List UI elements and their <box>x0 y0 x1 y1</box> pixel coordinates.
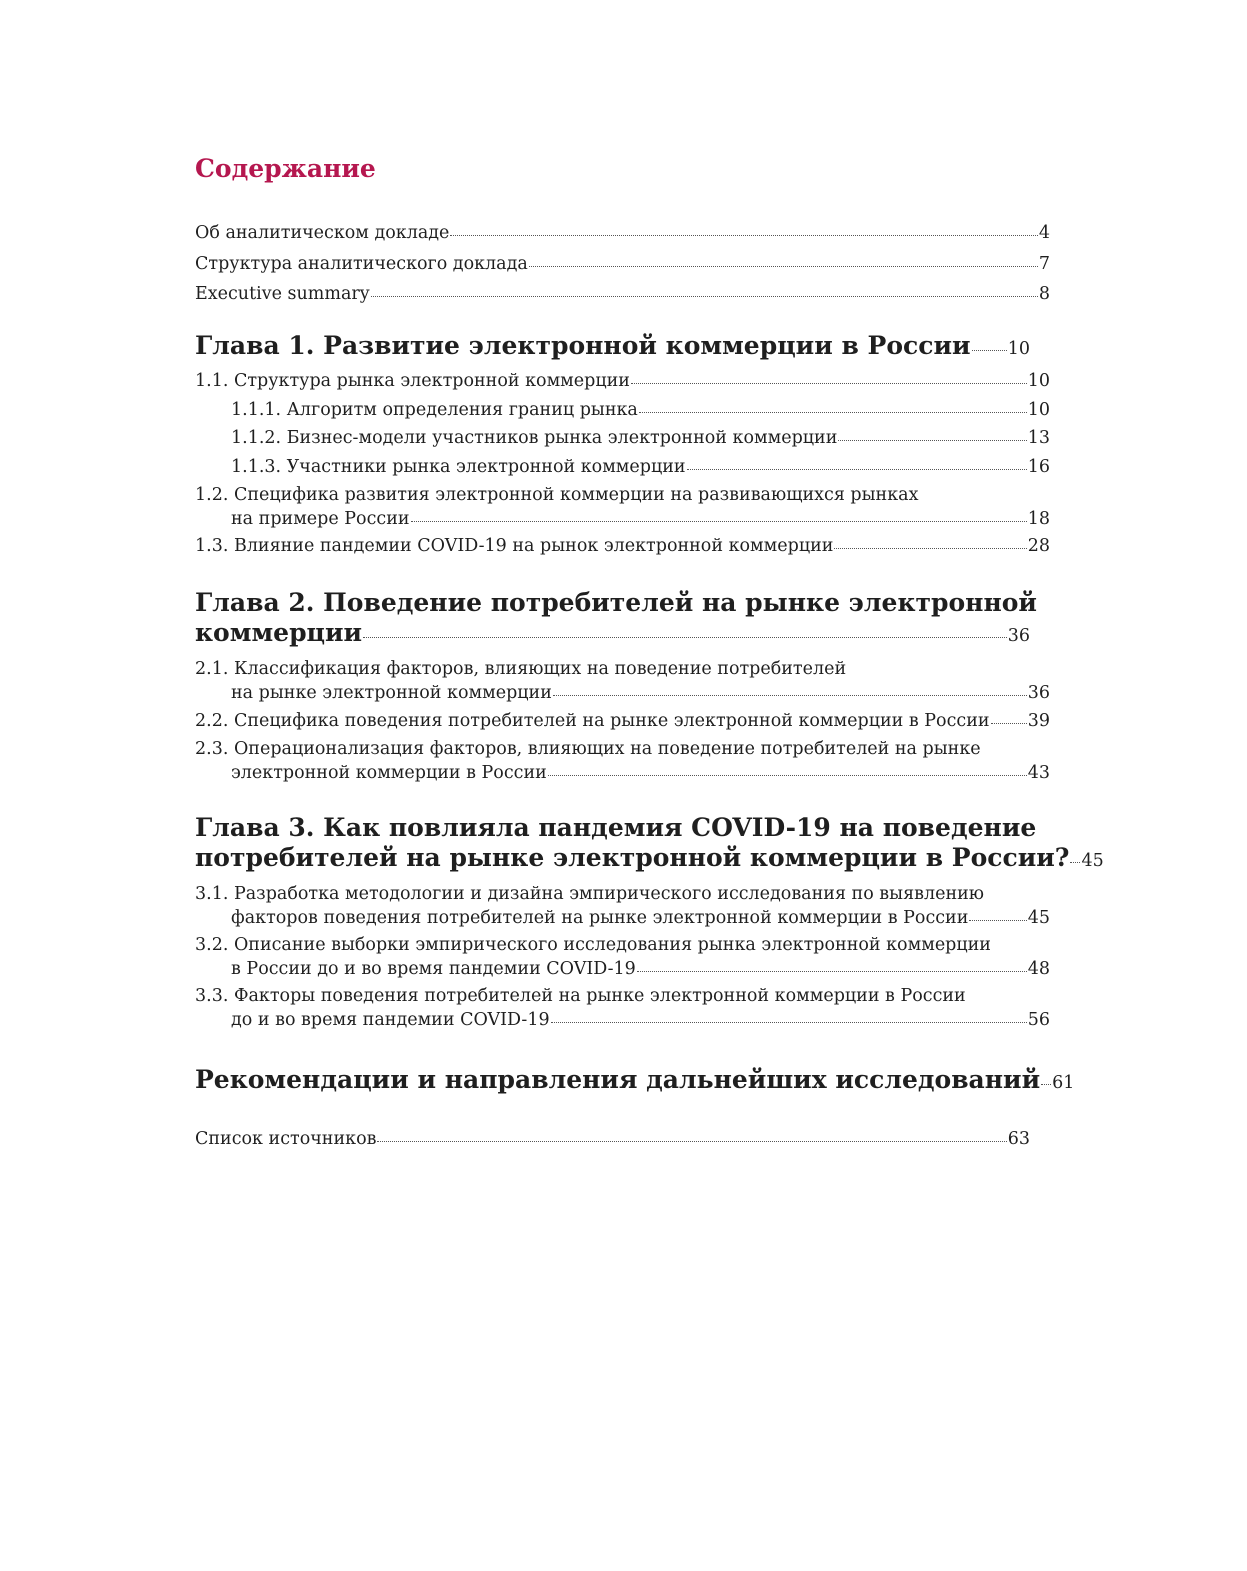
toc-entry-label-line2: на рынке электронной коммерции <box>231 683 552 703</box>
toc-entry-page: 56 <box>1027 1010 1050 1030</box>
dot-leader <box>639 412 1027 413</box>
toc-entry-page: 45 <box>1027 908 1050 928</box>
toc-entry-label-line2: в России до и во время пандемии COVID-19 <box>231 959 636 979</box>
toc-entry-page: 10 <box>1027 400 1050 420</box>
toc-entry-report-structure[interactable] <box>195 252 1050 276</box>
toc-entry-2-3[interactable] <box>195 737 1050 785</box>
toc-entry-label-line1: 3.2. Описание выборки эмпирического исследования рынка электронной коммерции <box>195 935 991 955</box>
toc-chapter-3[interactable] <box>195 813 1104 876</box>
toc-entry-page: 43 <box>1027 763 1050 783</box>
toc-entry-3-3[interactable] <box>195 984 1050 1032</box>
dot-leader <box>1041 1084 1051 1085</box>
toc-entry-sources[interactable] <box>195 1127 1030 1151</box>
toc-entry-1-1[interactable] <box>195 369 1050 393</box>
toc-entry-page: 63 <box>1007 1129 1030 1149</box>
dot-leader <box>631 383 1027 384</box>
toc-entry-page: 36 <box>1027 683 1050 703</box>
toc-entry-page: 13 <box>1027 428 1050 448</box>
toc-chapter-label: Глава 1. Развитие электронной коммерции в России <box>195 331 971 360</box>
dot-leader <box>687 469 1027 470</box>
toc-entry-label-line2: до и во время пандемии COVID-19 <box>231 1010 550 1030</box>
toc-chapter-page: 36 <box>1007 626 1030 646</box>
toc-chapter-page: 61 <box>1052 1073 1075 1093</box>
dot-leader <box>553 695 1027 696</box>
toc-entry-label: 1.1.1. Алгоритм определения границ рынка <box>231 400 638 420</box>
toc-entry-label-line1: 2.3. Операционализация факторов, влияющих на поведение потребителей на рынке <box>195 739 981 759</box>
dot-leader <box>371 296 1038 297</box>
toc-entry-page: 28 <box>1027 536 1050 556</box>
toc-chapter-label-line1: Глава 2. Поведение потребителей на рынке электронной <box>195 588 1037 617</box>
toc-chapter-1[interactable] <box>195 331 1030 364</box>
dot-leader <box>529 266 1038 267</box>
toc-entry-1-3[interactable] <box>195 534 1050 558</box>
toc-entry-label-line2: электронной коммерции в России <box>231 763 547 783</box>
toc-entry-label-line1: 3.1. Разработка методологии и дизайна эмпирического исследования по выявлению <box>195 884 985 904</box>
toc-entry-1-1-3[interactable] <box>231 455 1050 479</box>
toc-entry-label-line1: 3.3. Факторы поведения потребителей на рынке электронной коммерции в России <box>195 986 966 1006</box>
dot-leader <box>972 350 1007 351</box>
toc-entry-1-1-1[interactable] <box>231 398 1050 422</box>
dot-leader <box>838 440 1026 441</box>
toc-entry-page: 8 <box>1038 284 1050 304</box>
toc-entry-label-line2: факторов поведения потребителей на рынке электронной коммерции в России <box>231 908 969 928</box>
toc-entry-label-line1: 1.2. Специфика развития электронной коммерции на развивающихся рынках <box>195 485 919 505</box>
toc-entry-1-2[interactable] <box>195 483 1050 531</box>
toc-entry-label: 2.2. Специфика поведения потребителей на рынке электронной коммерции в России <box>195 711 990 731</box>
dot-leader <box>637 971 1027 972</box>
toc-entry-page: 10 <box>1027 371 1050 391</box>
toc-entry-page: 7 <box>1038 254 1050 274</box>
toc-entry-label: 1.1.2. Бизнес-модели участников рынка электронной коммерции <box>231 428 838 448</box>
dot-leader <box>834 548 1026 549</box>
dot-leader <box>548 775 1027 776</box>
toc-entry-1-1-2[interactable] <box>231 426 1050 450</box>
toc-entry-executive-summary[interactable] <box>195 282 1050 306</box>
dot-leader <box>377 1141 1006 1142</box>
dot-leader <box>363 637 1007 638</box>
dot-leader <box>450 235 1037 236</box>
toc-chapter-label: Рекомендации и направления дальнейших исследований <box>195 1065 1041 1094</box>
toc-entry-3-2[interactable] <box>195 933 1050 981</box>
toc-entry-label: 1.1. Структура рынка электронной коммерции <box>195 371 630 391</box>
toc-entry-2-2[interactable] <box>195 709 1050 733</box>
toc-chapter-label-line1: Глава 3. Как повлияла пандемия COVID-19 на поведение <box>195 813 1037 842</box>
dot-leader <box>1070 862 1080 863</box>
toc-entry-label: Executive summary <box>195 284 370 304</box>
toc-entry-label: Структура аналитического доклада <box>195 254 528 274</box>
toc-entry-page: 16 <box>1027 457 1050 477</box>
toc-chapter-label-line2: потребителей на рынке электронной коммерции в России? <box>195 843 1070 872</box>
toc-entry-label: 1.3. Влияние пандемии COVID-19 на рынок электронной коммерции <box>195 536 834 556</box>
dot-leader <box>551 1022 1027 1023</box>
toc-entry-label: Об аналитическом докладе <box>195 223 450 243</box>
toc-entry-recommendations[interactable] <box>195 1065 1075 1098</box>
toc-entry-page: 18 <box>1027 509 1050 529</box>
toc-entry-label-line2: на примере России <box>231 509 410 529</box>
toc-entry-3-1[interactable] <box>195 882 1050 930</box>
toc-entry-page: 39 <box>1027 711 1050 731</box>
dot-leader <box>411 521 1027 522</box>
toc-entry-label: 1.1.3. Участники рынка электронной коммерции <box>231 457 686 477</box>
toc-title: Содержание <box>195 154 376 183</box>
toc-entry-label-line1: 2.1. Классификация факторов, влияющих на поведение потребителей <box>195 659 847 679</box>
toc-entry-about-report[interactable] <box>195 221 1050 245</box>
toc-entry-2-1[interactable] <box>195 657 1050 705</box>
dot-leader <box>969 920 1026 921</box>
toc-chapter-page: 10 <box>1007 339 1030 359</box>
toc-entry-page: 4 <box>1038 223 1050 243</box>
dot-leader <box>991 723 1027 724</box>
toc-chapter-2[interactable] <box>195 588 1037 651</box>
toc-chapter-label-line2: коммерции <box>195 618 363 647</box>
toc-chapter-page: 45 <box>1081 851 1104 871</box>
toc-entry-label: Список источников <box>195 1129 377 1149</box>
toc-entry-page: 48 <box>1027 959 1050 979</box>
